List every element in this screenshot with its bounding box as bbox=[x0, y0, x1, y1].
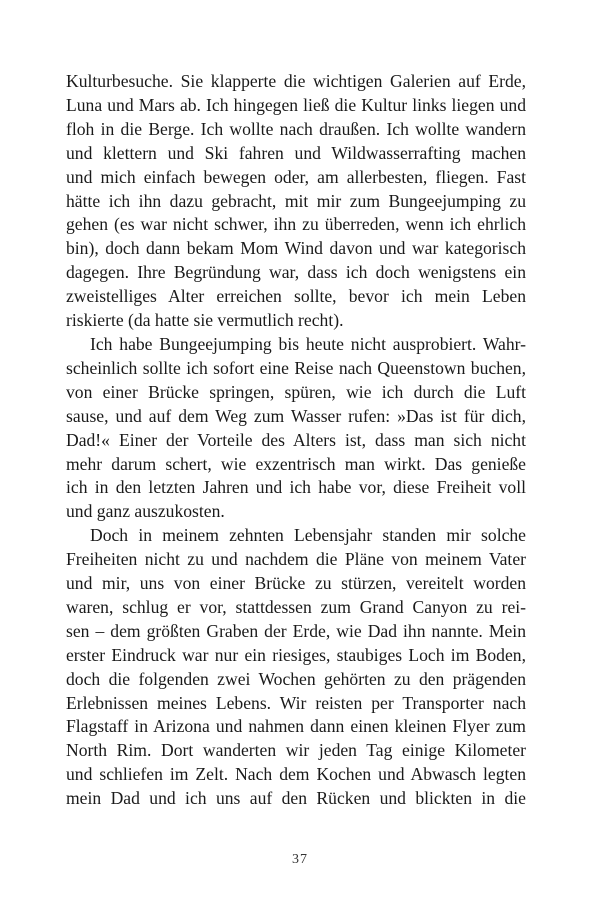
text-line: und schliefen im Zelt. Nach dem Kochen und Abwasch legten bbox=[66, 764, 526, 785]
paragraph-2 bbox=[66, 333, 526, 524]
text-line: und mich einfach bewegen oder, am allerbesten, fliegen. Fast bbox=[66, 166, 526, 187]
text-line: Ich habe Bungeejumping bis heute nicht ausprobiert. Wahr- bbox=[90, 333, 526, 354]
text-line: sen – dem größten Graben der Erde, wie Dad ihn nannte. Mein bbox=[66, 620, 526, 641]
text-line: riskierte (da hatte sie vermutlich recht). bbox=[66, 310, 344, 331]
text-line: waren, schlug er vor, stattdessen zum Grand Canyon zu rei- bbox=[66, 596, 526, 617]
text-line: scheinlich sollte ich sofort eine Reise nach Queenstown buchen, bbox=[66, 357, 526, 378]
text-line: dagegen. Ihre Begründung war, dass ich doch wenigstens ein bbox=[66, 262, 526, 283]
text-line: bin), doch dann bekam Mom Wind davon und war kategorisch bbox=[66, 238, 526, 259]
text-line: Kulturbesuche. Sie klapperte die wichtigen Galerien auf Erde, bbox=[66, 71, 526, 91]
text-line: doch die folgenden zwei Wochen gehörten zu den prägenden bbox=[66, 668, 526, 689]
text-line: mein Dad und ich uns auf den Rücken und blickten in die bbox=[66, 788, 526, 809]
text-line: Dad!« Einer der Vorteile des Alters ist, dass man sich nicht bbox=[66, 429, 526, 450]
text-line: floh in die Berge. Ich wollte nach draußen. Ich wollte wandern bbox=[66, 118, 526, 139]
text-line: ich in den letzten Jahren und ich habe vor, diese Freiheit voll bbox=[66, 477, 526, 498]
text-line: Flagstaff in Arizona und nahmen dann einen kleinen Flyer zum bbox=[66, 716, 526, 737]
text-line: und klettern und Ski fahren und Wildwasserrafting machen bbox=[66, 142, 526, 163]
text-line: North Rim. Dort wanderten wir jeden Tag einige Kilometer bbox=[66, 740, 526, 761]
text-line: Luna und Mars ab. Ich hingegen ließ die Kultur links liegen und bbox=[66, 94, 526, 115]
text-line: hätte ich ihn dazu gebracht, mit mir zum Bungeejumping zu bbox=[66, 190, 526, 211]
text-line: mehr darum schert, wie exzentrisch man wirkt. Das genieße bbox=[66, 453, 526, 474]
paragraph-1 bbox=[66, 70, 526, 333]
body-text bbox=[66, 70, 526, 811]
text-line: und ganz auszukosten. bbox=[66, 501, 225, 522]
text-line: und mir, uns von einer Brücke zu stürzen, vereitelt worden bbox=[66, 573, 526, 594]
paragraph-3 bbox=[66, 524, 526, 811]
text-line: zweistelliges Alter erreichen sollte, bevor ich mein Leben bbox=[66, 286, 526, 307]
text-line: sause, und auf dem Weg zum Wasser rufen: »Das ist für dich, bbox=[66, 405, 526, 426]
text-line: Freiheiten nicht zu und nachdem die Pläne von meinem Vater bbox=[66, 549, 526, 570]
text-line: von einer Brücke springen, spüren, wie ich durch die Luft bbox=[66, 381, 526, 402]
text-line: erster Eindruck war nur ein riesiges, staubiges Loch im Boden, bbox=[66, 644, 526, 665]
text-line: Doch in meinem zehnten Lebensjahr standen mir solche bbox=[90, 525, 526, 546]
text-line: Erlebnissen meines Lebens. Wir reisten per Transporter nach bbox=[66, 692, 526, 713]
text-line: gehen (es war nicht schwer, ihn zu überreden, wenn ich ehrlich bbox=[66, 214, 526, 235]
page-number: 37 bbox=[292, 852, 308, 867]
